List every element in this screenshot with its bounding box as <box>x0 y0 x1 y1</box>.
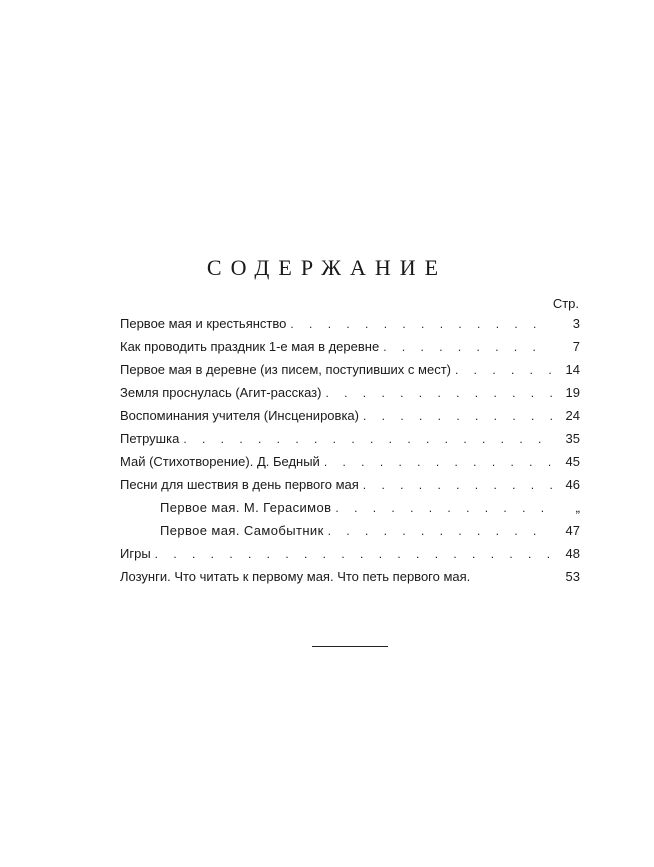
dot-leader <box>183 432 552 446</box>
toc-entry[interactable] <box>120 454 580 477</box>
closing-rule <box>312 646 388 647</box>
toc-entry[interactable] <box>120 316 580 339</box>
dot-leader <box>383 340 552 354</box>
toc-entry-title: Песни для шествия в день первого мая <box>120 477 359 492</box>
dot-leader <box>363 409 552 423</box>
toc-entry[interactable] <box>120 385 580 408</box>
dot-leader <box>335 501 552 515</box>
dot-leader <box>363 478 552 492</box>
toc-entry-title: Первое мая. Самобытник <box>160 523 324 538</box>
toc-entry-title: Первое мая в деревне (из писем, поступивших с мест) <box>120 362 451 377</box>
toc-entry-title: Первое мая и крестьянство <box>120 316 287 331</box>
toc-entry[interactable] <box>120 339 580 362</box>
toc-entry[interactable] <box>120 362 580 385</box>
page-column-label: Стр. <box>552 296 579 311</box>
toc-entry-title: Первое мая. М. Герасимов <box>160 500 332 515</box>
dot-leader <box>324 455 552 469</box>
toc-entry-title: Земля проснулась (Агит-рассказ) <box>120 385 322 400</box>
toc-entry-page: 24 <box>565 408 580 423</box>
toc-entry-page: „ <box>575 500 580 515</box>
table-of-contents <box>120 316 580 592</box>
toc-entry-page: 35 <box>565 431 580 446</box>
toc-subentry[interactable] <box>120 500 580 523</box>
toc-entry-page: 19 <box>565 385 580 400</box>
dot-leader <box>455 363 552 377</box>
dot-leader <box>290 317 552 331</box>
toc-entry[interactable] <box>120 477 580 500</box>
dot-leader <box>155 547 552 561</box>
toc-entry-page: 47 <box>565 523 580 538</box>
toc-entry-title: Игры <box>120 546 151 561</box>
toc-entry[interactable] <box>120 546 580 569</box>
toc-entry-page: 7 <box>572 339 580 354</box>
dot-leader <box>325 386 552 400</box>
toc-subentry[interactable] <box>120 523 580 546</box>
toc-entry-title: Лозунги. Что читать к первому мая. Что петь первого мая. <box>120 569 471 584</box>
toc-entry-page: 3 <box>572 316 580 331</box>
toc-entry-page: 53 <box>565 569 580 584</box>
toc-entry-title: Петрушка <box>120 431 180 446</box>
toc-entry-title: Воспоминания учителя (Инсценировка) <box>120 408 359 423</box>
toc-entry-page: 45 <box>565 454 580 469</box>
toc-entry-page: 48 <box>565 546 580 561</box>
toc-entry[interactable] <box>120 569 580 592</box>
toc-entry[interactable] <box>120 431 580 454</box>
page-title: СОДЕРЖАНИЕ <box>206 255 448 280</box>
toc-entry-page: 14 <box>565 362 580 377</box>
toc-entry-title: Май (Стихотворение). Д. Бедный <box>120 454 320 469</box>
dot-leader <box>328 524 552 538</box>
toc-entry[interactable] <box>120 408 580 431</box>
toc-entry-page: 46 <box>565 477 580 492</box>
toc-entry-title: Как проводить праздник 1-е мая в деревне <box>120 339 380 354</box>
